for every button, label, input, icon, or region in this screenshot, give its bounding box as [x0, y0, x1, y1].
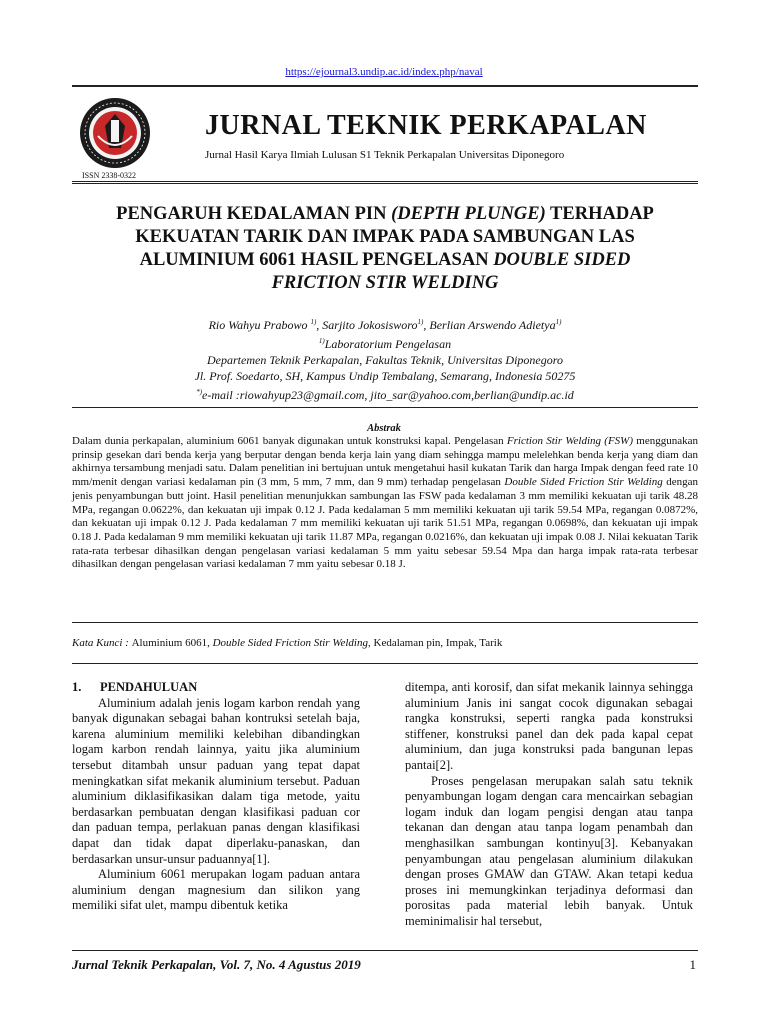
body-paragraph: ditempa, anti korosif, dan sifat mekanik lainnya sehingga aluminium Janis ini sangat cocok digunakan sebagai rangka konstruksi, seperti rangka pada konstruksi stiffener, konstruksi panel dan dek pada kapal cepat aluminium, dan juga konstruksi pada bangunan lepas pantai[2].	[405, 680, 693, 772]
abstract-top-rule	[72, 407, 698, 408]
keywords-line: Kata Kunci : Aluminium 6061, Double Sided Friction Stir Welding, Kedalaman pin, Impak, Tarik	[72, 637, 503, 649]
body-column-right	[405, 680, 693, 930]
body-paragraph: Aluminium 6061 merupakan logam paduan antara aluminium dengan magnesium dan silikon yang memiliki sifat ulet, mampu dibentuk ketika	[72, 867, 360, 913]
department-affiliation: Departemen Teknik Perkapalan, Fakultas Teknik, Universitas Diponegoro	[207, 353, 563, 367]
body-paragraph: Aluminium adalah jenis logam karbon rendah yang banyak digunakan sebagai bahan kontruksi setelah baja, karena aluminium memiliki kelebihan dibandingkan logam karbon rendah lainnya, yaitu jika aluminium tersebut ditambah unsur paduan yang tepat dapat meningkatkan sifat mekanik aluminium tersebut. Paduan aluminium diklasifikasikan dalam tiga metode, yaitu berdasarkan pembuatan dengan klasifikasi paduan cor dan paduan tempa, perlakuan panas dengan klasifikasi dapat dan tidak dapat diperlaku-panaskan, dan berdasarkan unsur-unsur paduannya[1].	[72, 695, 360, 866]
lab-affiliation: $^{1)}$Laboratorium Pengelasan	[318, 337, 452, 351]
header-double-rule	[72, 181, 698, 186]
body-column-left	[72, 680, 360, 914]
university-logo	[78, 96, 152, 170]
journal-title: JURNAL TEKNIK PERKAPALAN	[205, 110, 647, 141]
author-block	[72, 314, 698, 403]
author-names: Rio Wahyu Prabowo $^{1)}$, Sarjito Jokosisworo$^{1)}$, Berlian Arswendo Adietya$^{1)}$	[208, 318, 562, 332]
section-heading: 1. PENDAHULUAN	[72, 680, 198, 694]
page-number: 1	[689, 957, 696, 972]
journal-subtitle: Jurnal Hasil Karya Ilmiah Lulusan S1 Teknik Perkapalan Universitas Diponegoro	[205, 149, 565, 161]
abstract-body: Dalam dunia perkapalan, aluminium 6061 banyak digunakan untuk konstruksi kapal. Pengelasan Friction Stir Welding (FSW) menggunakan prinsip gesekan dari benda kerja yang berputar dengan benda kerja lain yang diam sehingga mampu melelehkan benda kerja yang diam dan akhirnya tersambung menjadi satu. Dalam penelitian ini bertujuan untuk mengetahui hasil kukatan Tarik dan harga Impak dengan feed rate 10 mm/menit dengan variasi kedalaman pin (3 mm, 5 mm, 7 mm, dan 9 mm) terhadap pengelasan Double Sided Friction Stir Welding dengan jenis penyambungan butt joint. Hasil penelitian menunjukkan sambungan las FSW pada kedalaman 3 mm memiliki kekuatan uji tarik 48.28 MPa, regangan 0.0622%, dan kekuatan uji impak 0.12 J. Pada kedalaman 5 mm memiliki kekuatan uji tarik 59.54 MPa, regangan 0.0872%, dan kekuatan uji impak 0.12 J. Pada kedalaman 7 mm memiliki kekuatan uji tarik 51.51 MPa, regangan 0.0698%, dan kekuatan uji impak 0.18 J. Pada kedalaman 9 mm memiliki kekuatan uji tarik 11.87 MPa, regangan 0.0216%, dan kekuatan uji impak 0.08 J. Nilai kekuatan Tarik rata-rata terbesar dihasilkan dengan pengelasan variasi kedalaman 5 mm yaitu sebesar 59.54 Mpa dan harga impak rata-rata terbesar dihasilkan dengan pengelasan variasi kedalaman 7 mm yaitu sebesar 0.18 J.	[72, 435, 698, 571]
keywords-top-rule	[72, 622, 698, 623]
journal-url-link[interactable]: https://ejournal3.undip.ac.id/index.php/naval	[285, 66, 483, 78]
header-top-rule	[72, 85, 698, 87]
abstract-heading: Abstrak	[367, 423, 401, 434]
issn-label: ISSN 2338-0322	[82, 171, 137, 180]
email-line: *)e-mail :riowahyup23@gmail.com, jito_sar@yahoo.com,berlian@undip.ac.id	[196, 388, 574, 402]
footer-journal-info: Jurnal Teknik Perkapalan, Vol. 7, No. 4 Agustus 2019	[72, 957, 361, 972]
paper-title: PENGARUH KEDALAMAN PIN (DEPTH PLUNGE) TERHADAP KEKUATAN TARIK DAN IMPAK PADA SAMBUNGAN LAS ALUMINIUM 6061 HASIL PENGELASAN DOUBLE SIDED FRICTION STIR WELDING	[116, 204, 654, 293]
keywords-bottom-rule	[72, 663, 698, 664]
footer-rule	[72, 950, 698, 951]
address-line: Jl. Prof. Soedarto, SH, Kampus Undip Tembalang, Semarang, Indonesia 50275	[194, 369, 576, 383]
body-paragraph: Proses pengelasan merupakan salah satu teknik penyambungan logam dengan cara mencairkan sebagian logam induk dan logam pengisi dengan atau tanpa tekanan dan dengan atau tanpa logam penambah dan menghasilkan sambungan kontinyu[3]. Kebanyakan penyambungan atau pengelasan aluminium dilakukan dengan proses GMAW dan GTAW. Akan tetapi kedua proses ini memungkinkan terjadinya deformasi dan porositas pada material lebih banyak. Untuk meminimalisir hal tersebut,	[405, 773, 693, 928]
